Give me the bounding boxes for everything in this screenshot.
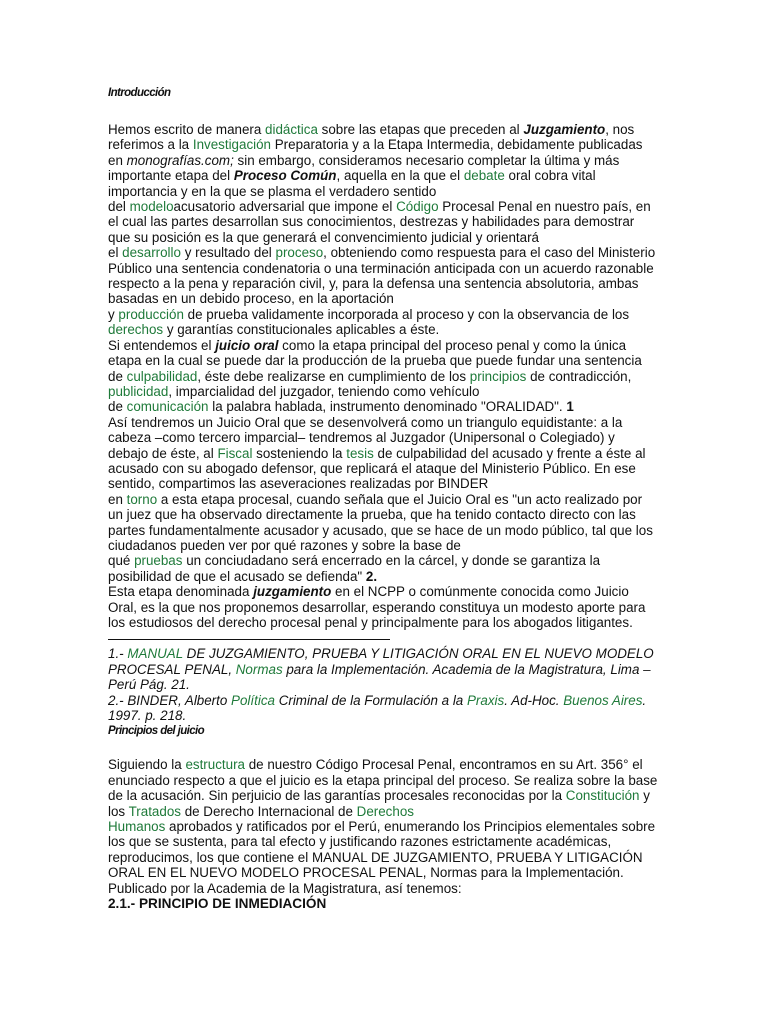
text-run: en — [108, 491, 127, 507]
intro-paragraph-4 — [108, 584, 658, 630]
text-run: , obteniendo como respuesta para el caso del Ministerio Público una sentencia condenatoria o una terminación anticipada con un acuerdo razonable respecto a la pena y reparación civil, y, para la defensa una sentencia absolutoria, ambas basadas en un debido proceso, en la aportación — [108, 245, 656, 307]
text-run: Esta etapa denominada — [108, 584, 254, 600]
text-link[interactable]: Código — [396, 199, 439, 215]
text-run: como la etapa principal del proceso penal y como la única etapa en la cual se puede dar la producción de la prueba que puede fundar una sentencia de — [108, 337, 642, 384]
text-run: y — [108, 306, 119, 322]
text-run: Juzgamiento — [523, 122, 606, 137]
intro-heading: Introducción — [108, 87, 171, 99]
text-run: de — [108, 399, 127, 415]
text-link[interactable]: pruebas — [134, 553, 183, 569]
text-link[interactable]: tesis — [346, 445, 374, 461]
text-link[interactable]: estructura — [185, 757, 245, 773]
text-run: juzgamiento — [253, 584, 332, 600]
text-link[interactable]: desarrollo — [122, 245, 181, 261]
text-link[interactable]: MANUAL — [127, 646, 183, 662]
text-link[interactable]: producción — [118, 306, 184, 322]
section-heading-inmediacion: 2.1.- PRINCIPIO DE INMEDIACIÓN — [108, 896, 327, 912]
text-link[interactable]: Humanos — [108, 819, 166, 835]
text-link[interactable]: comunicación — [126, 399, 209, 415]
text-link[interactable]: Praxis — [466, 692, 505, 708]
text-run: 1 — [566, 399, 574, 415]
text-link[interactable]: Tratados — [128, 803, 181, 819]
text-run: 1.- — [108, 646, 128, 662]
text-run: sin embargo, consideramos necesario completar la última y más importante etapa del — [108, 152, 620, 184]
text-run: y garantías constitucionales aplicables a éste. — [163, 322, 440, 338]
text-run: del — [108, 199, 130, 215]
text-run: de prueba validamente incorporada al proceso y con la observancia de los — [183, 306, 630, 322]
text-run: Así tendremos un Juicio Oral que se desenvolverá como un triangulo equidistante: a la cabeza –como tercero imparcial– tendremos al Juzgador (Unipersonal o Colegiado) y debajo de éste, al — [108, 414, 623, 461]
intro-paragraph-3 — [108, 415, 658, 584]
text-run: de nuestro Código Procesal Penal, encontramos en su Art. 356° el enunciado respecto a que el juicio es la etapa principal del proceso. Se realiza sobre la base de la acusación. Sin perjuicio de las garantías procesales reconocidas por la — [108, 757, 658, 804]
text-link[interactable]: modelo — [129, 199, 174, 215]
text-run: un conciudadano será encerrado en la cárcel, y donde se garantiza la posibilidad de que el acusado se defienda" — [108, 553, 601, 584]
footnote-separator — [108, 639, 390, 640]
text-run: oral cobra vital importancia y en la que se plasma el verdadero sentido — [108, 168, 596, 199]
text-link[interactable]: Fiscal — [217, 445, 253, 461]
text-link[interactable]: proceso — [275, 245, 324, 261]
text-run: . Ad-Hoc. — [504, 692, 564, 708]
text-run: en el NCPP o comúnmente conocida como Juicio Oral, es la que nos proponemos desarrollar, esperando constituya un modesto aporte para los estudiosos del derecho procesal penal y principalmente para los abogados litigantes. — [108, 584, 646, 630]
text-run: Preparatoria y a la Etapa Intermedia, debidamente publicadas en — [108, 137, 643, 168]
text-run: Si entendemos el — [108, 337, 216, 353]
text-run: la palabra hablada, instrumento denominado "ORALIDAD". — [208, 399, 567, 415]
text-run: qué — [108, 553, 135, 569]
text-run: y resultado del — [180, 245, 276, 261]
intro-paragraph-1 — [108, 122, 658, 338]
document-page — [108, 80, 658, 912]
principios-heading: Principios del juicio — [108, 725, 205, 738]
text-run: , nos referimos a la — [108, 122, 635, 153]
text-run: sobre las etapas que preceden al — [317, 122, 524, 137]
text-run: monografías.com; — [126, 152, 234, 168]
text-link[interactable]: Derechos — [356, 803, 414, 819]
text-link[interactable]: Constitución — [565, 788, 640, 804]
text-run: para la Implementación. Academia de la Magistratura, Lima –Perú Pág. 21. — [108, 661, 651, 693]
text-link[interactable]: publicidad — [108, 383, 169, 399]
text-run: de culpabilidad del acusado y frente a éste al acusado con su abogado defensor, que replicará el ataque del Ministerio Público. En ese sentido, compartimos las aseveraciones realizadas por BINDER — [108, 445, 646, 492]
text-link[interactable]: Normas — [235, 661, 283, 677]
text-link[interactable]: didáctica — [265, 122, 318, 137]
text-run: acusatorio adversarial que impone el — [173, 199, 397, 215]
text-run: , aquella en la que el — [336, 168, 464, 184]
text-run: Proceso Común — [233, 168, 337, 184]
text-link[interactable]: principios — [469, 368, 527, 384]
text-run: Siguiendo la — [108, 757, 186, 773]
text-link[interactable]: culpabilidad — [126, 368, 198, 384]
text-run: Hemos escrito de manera — [108, 122, 266, 137]
footnote-2 — [108, 693, 658, 724]
text-run: Criminal de la Formulación a la — [274, 692, 467, 708]
text-link[interactable]: debate — [463, 168, 505, 184]
footnote-1 — [108, 646, 658, 692]
text-run: , éste debe realizarse en cumplimiento de los — [197, 368, 470, 384]
text-link[interactable]: derechos — [108, 322, 164, 338]
text-link[interactable]: Buenos Aires — [563, 692, 643, 708]
text-run: y los — [108, 788, 650, 819]
text-run: juicio oral — [215, 337, 279, 353]
text-run: DE JUZGAMIENTO, PRUEBA Y LITIGACIÓN ORAL EN EL NUEVO MODELO PROCESAL PENAL, — [108, 646, 654, 677]
text-link[interactable]: Política — [231, 692, 275, 708]
text-run: 2. — [365, 568, 378, 584]
intro-paragraph-2 — [108, 338, 658, 415]
text-run: a esta etapa procesal, cuando señala que el Juicio Oral es "un acto realizado por un juez que ha observado directamente la prueba, que ha tenido contacto directo con las partes fundamentalmente acusador y acusado, que se hace de un modo público, tal que los ciudadanos pueden ver por qué razones y sobre la base de — [108, 491, 653, 553]
text-run: Procesal Penal en nuestro país, en el cual las partes desarrollan sus conocimientos, destrezas y habilidades para demostrar que su posición es la que generará el convencimiento judicial y orientará — [108, 199, 651, 245]
text-link[interactable]: torno — [126, 491, 158, 507]
text-run: . 1997. p. 218. — [108, 692, 647, 724]
text-run: de Derecho Internacional de — [180, 803, 357, 819]
text-run: sosteniendo la — [252, 445, 347, 461]
text-run: , imparcialidad del juzgador, teniendo como vehículo — [168, 383, 480, 399]
text-link[interactable]: Investigación — [192, 137, 272, 153]
text-run: 2.- BINDER, Alberto — [108, 692, 232, 708]
principios-paragraph-1 — [108, 757, 658, 896]
text-run: el — [108, 245, 123, 261]
text-run: de contradicción, — [526, 368, 632, 384]
text-run: aprobados y ratificados por el Perú, enumerando los Principios elementales sobre los que se sustenta, para tal efecto y justificando razones estrictamente académicas, reproducimos, los que contiene el MANUAL DE JUZGAMIENTO, PRUEBA Y LITIGACIÓN ORAL EN EL NUEVO MODELO PROCESAL PENAL, Normas para la Implementación. Publicado por la Academia de la Magistratura, así tenemos: — [108, 819, 656, 896]
